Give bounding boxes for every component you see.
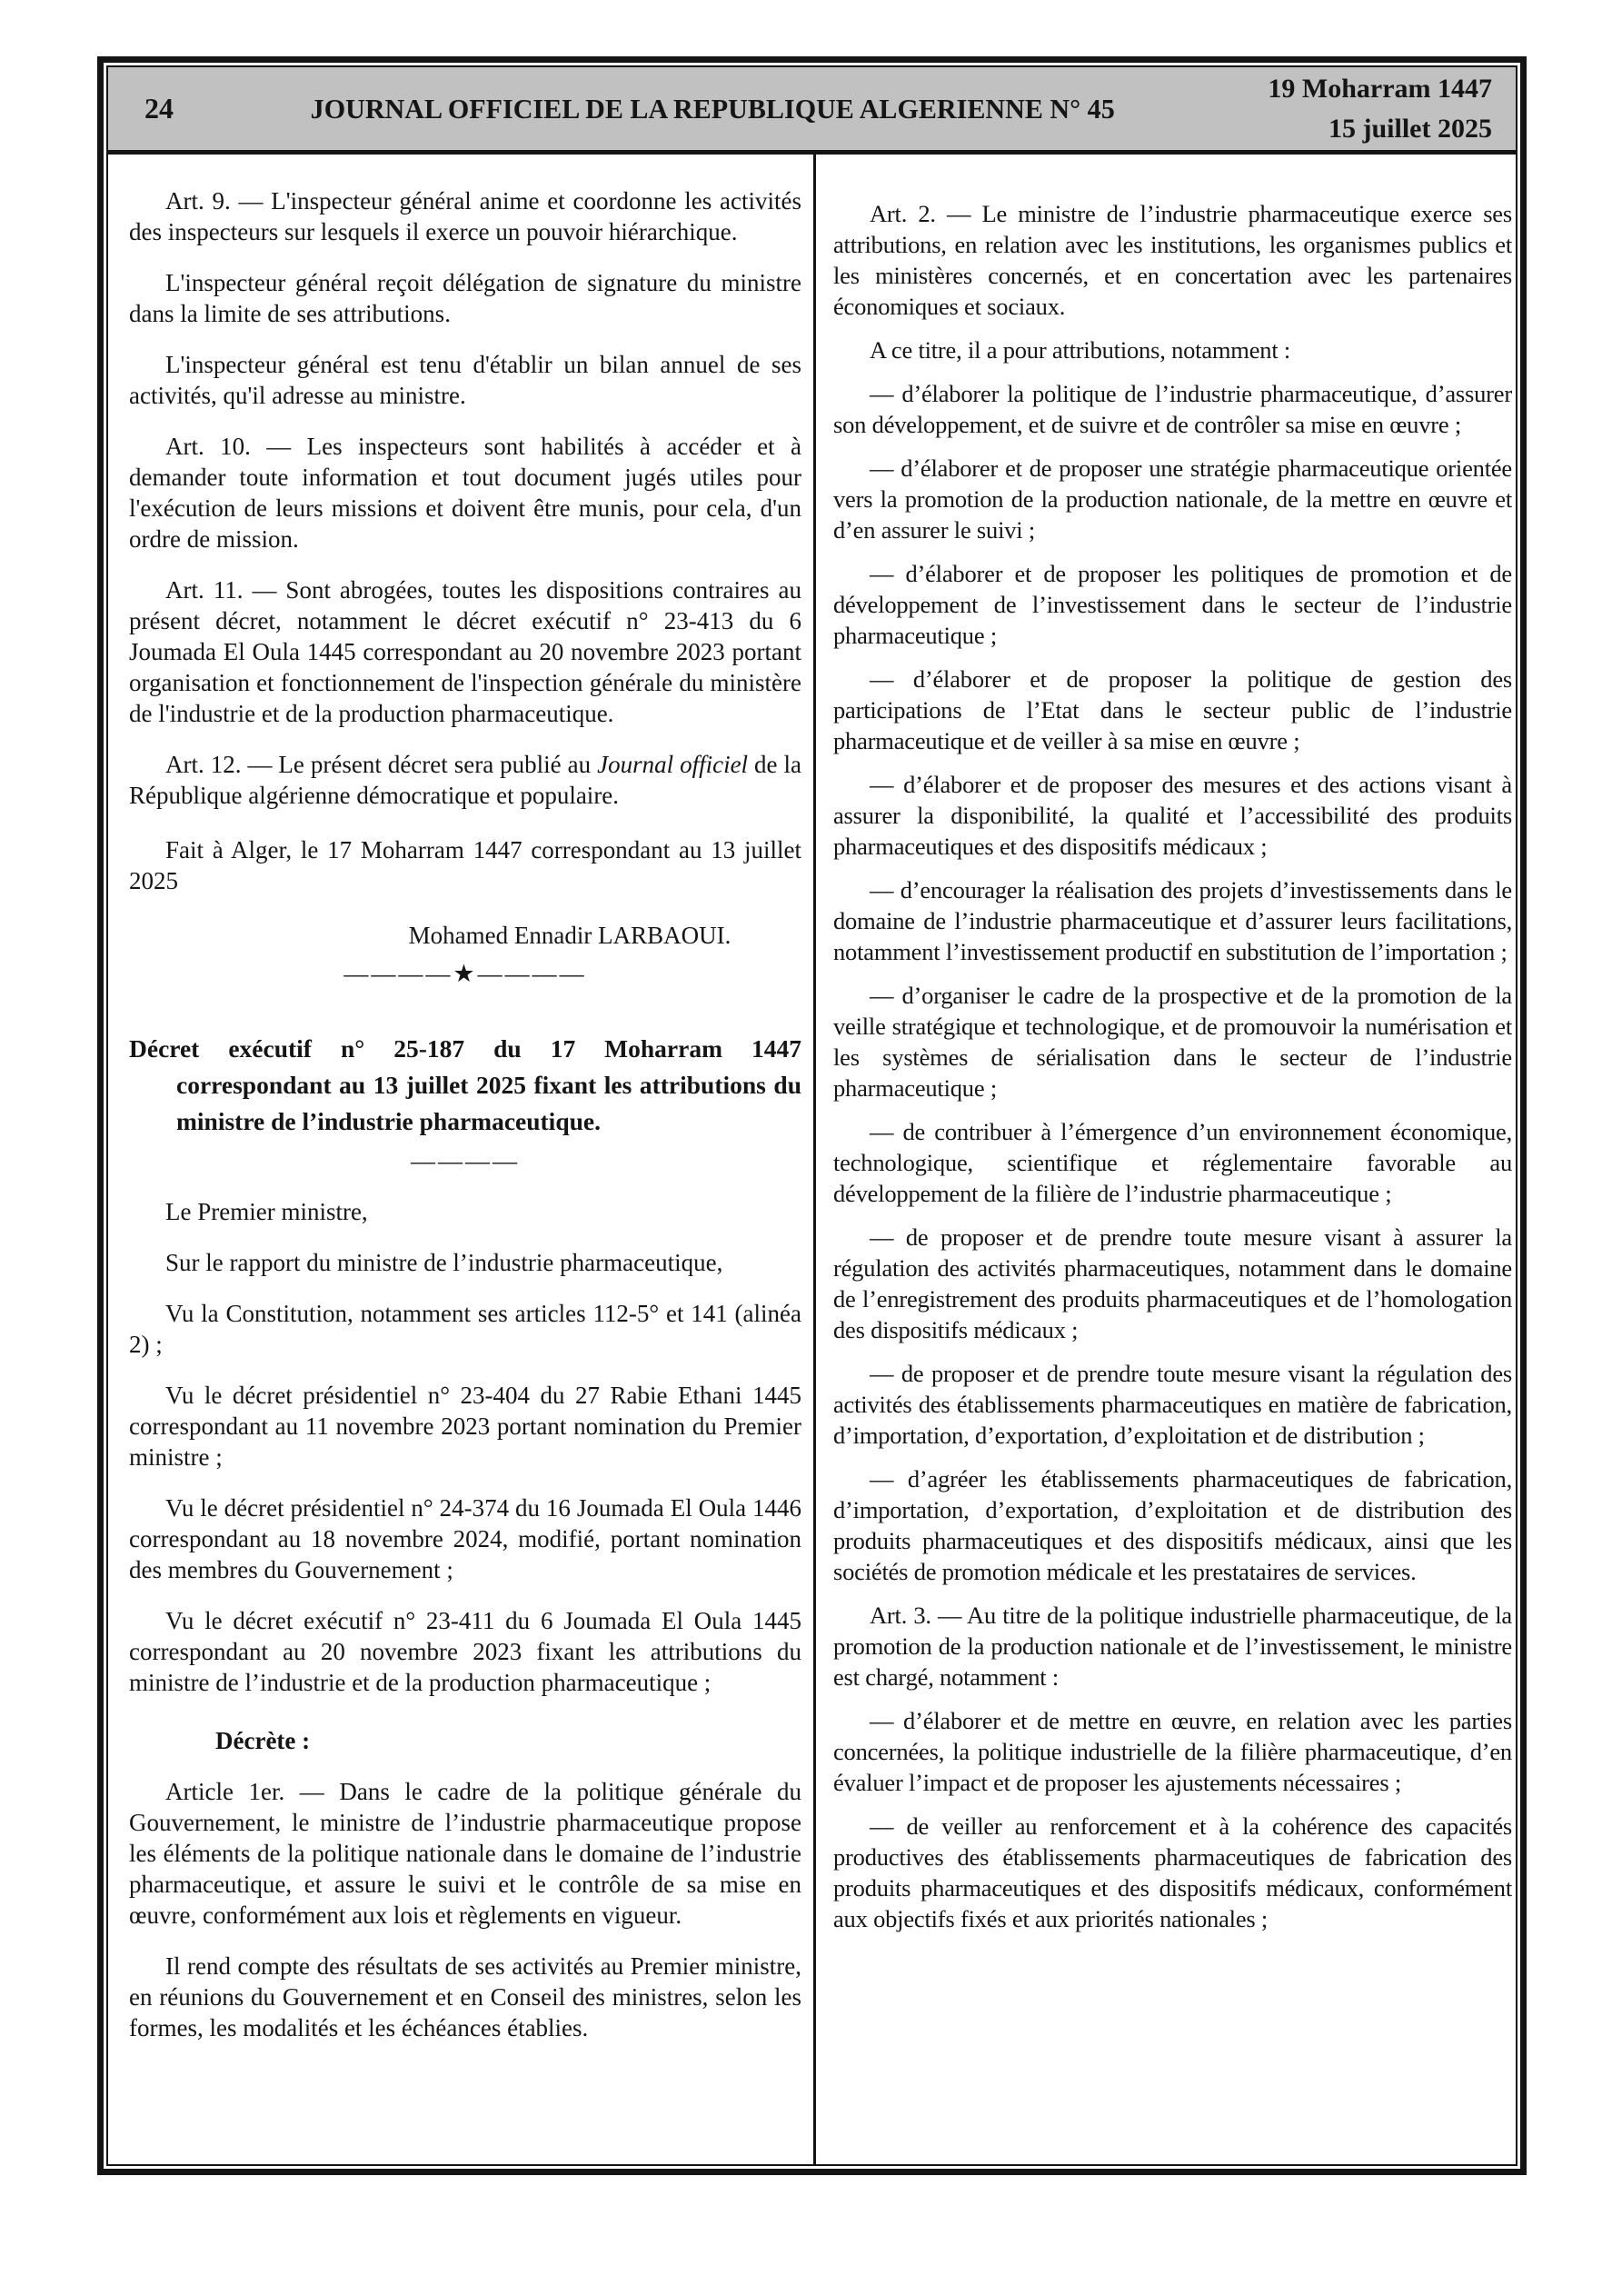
attribution-item: — d’élaborer et de proposer les politiques de promotion et de développement de l’investissement dans le secteur de l’industrie pharmaceutique ; — [833, 560, 1512, 649]
article-11-paragraph: Art. 11. — Sont abrogées, toutes les dispositions contraires au présent décret, notamment le décret exécutif n° 23-413 du 6 Joumada El Oula 1445 correspondant au 20 novembre 2023 portant organisation et fonctionnement de l'inspection générale du ministère de l'industrie et de la production pharmaceutique. — [129, 576, 801, 727]
journal-officiel-italic: Journal officiel — [597, 751, 749, 778]
attribution-item: — de proposer et de prendre toute mesure visant la régulation des activités des établissements pharmaceutiques en matière de fabrication, d’importation, d’exportation, d’exploitation et de distribution ; — [833, 1360, 1512, 1449]
article-9-paragraph-2: L'inspecteur général reçoit délégation de signature du ministre dans la limite de ses attributions. — [129, 269, 801, 327]
premier-ministre-line: Le Premier ministre, — [165, 1198, 368, 1225]
right-column — [833, 185, 1512, 2155]
attribution-item: — de veiller au renforcement et à la cohérence des capacités productives des établissements pharmaceutiques de fabrication des produits pharmaceutiques et des dispositifs médicaux, conformément aux objectifs fixés et aux priorités nationales ; — [833, 1812, 1512, 1932]
attribution-item: — d’élaborer et de proposer des mesures et des actions visant à assurer la disponibilité, la qualité et l’accessibilité des produits pharmaceutiques et des dispositifs médicaux ; — [833, 771, 1512, 860]
attribution-item: — d’élaborer et de proposer une stratégie pharmaceutique orientée vers la promotion de la production nationale, de la mettre en œuvre et d’en assurer le suivi ; — [833, 454, 1512, 544]
vu-decret-23-404: Vu le décret présidentiel n° 23-404 du 27 Rabie Ethani 1445 correspondant au 11 novembre 2023 portant nomination du Premier ministre ; — [129, 1382, 801, 1471]
article-1-paragraph: Article 1er. — Dans le cadre de la politique générale du Gouvernement, le ministre de l’industrie pharmaceutique propose les éléments de la politique nationale dans le domaine de l’industrie pharmaceutique, et assure le suivi et le contrôle de sa mise en œuvre, conformément aux lois et règlements en vigueur. — [129, 1778, 801, 1929]
article-2-intro: A ce titre, il a pour attributions, notamment : — [870, 336, 1291, 364]
attribution-item: — d’organiser le cadre de la prospective et de la promotion de la veille stratégique et technologique, et de promouvoir la numérisation et les systèmes de sérialisation dans le secteur de l’industrie pharmaceutique ; — [833, 982, 1512, 1102]
left-column — [129, 185, 801, 2155]
attribution-item: — d’élaborer la politique de l’industrie pharmaceutique, d’assurer son développement, et de suivre et de contrôler sa mise en œuvre ; — [833, 380, 1512, 438]
article-12-text: Art. 12. — Le présent décret sera publié au — [165, 751, 598, 778]
signature-place-date: Fait à Alger, le 17 Moharram 1447 correspondant au 13 juillet 2025 — [129, 836, 801, 894]
page-header — [108, 67, 1516, 155]
column-divider — [813, 155, 816, 2164]
decrete-heading: Décrète : — [215, 1727, 311, 1754]
article-12-paragraph — [129, 749, 801, 811]
article-12-text-end: de la République algérienne démocratique et populaire. — [129, 751, 801, 809]
vu-decret-24-374: Vu le décret présidentiel n° 24-374 du 16 Joumada El Oula 1446 correspondant au 18 novembre 2024, modifié, portant nomination des membres du Gouvernement ; — [129, 1494, 801, 1583]
signatory-name: Mohamed Ennadir LARBAOUI. — [408, 922, 731, 949]
attribution-item: — de proposer et de prendre toute mesure visant à assurer la régulation des activités pharmaceutiques, notamment dans le domaine de l’enregistrement des produits pharmaceutiques et de l’homologation des dispositifs médicaux ; — [833, 1223, 1512, 1343]
star-divider-icon: ————★———— — [343, 960, 587, 987]
attribution-item: — d’élaborer et de proposer la politique de gestion des participations de l’Etat dans le secteur public de l’industrie pharmaceutique et de veiller à sa mise en œuvre ; — [833, 665, 1512, 754]
hijri-date: 19 Moharram 1447 — [1268, 73, 1492, 104]
attribution-item: — de contribuer à l’émergence d’un environnement économique, technologique, scientifique et réglementaire favorable au développement de la filière de l’industrie pharmaceutique ; — [833, 1118, 1512, 1207]
article-9-paragraph: Art. 9. — L'inspecteur général anime et coordonne les activités des inspecteurs sur lesquels il exerce un pouvoir hiérarchique. — [129, 187, 801, 245]
article-3-paragraph: Art. 3. — Au titre de la politique industrielle pharmaceutique, de la promotion de la production nationale et de l’investissement, le ministre est chargé, notamment : — [833, 1602, 1512, 1691]
journal-title: JOURNAL OFFICIEL DE LA REPUBLIQUE ALGERIENNE N° 45 — [310, 92, 1115, 125]
dash-divider: ———— — [411, 1147, 520, 1174]
attribution-item: — d’agréer les établissements pharmaceutiques de fabrication, d’importation, d’exportation, d’exploitation et de distribution des produits pharmaceutiques et des dispositifs médicaux, ainsi que les sociétés de promotion médicale et les prestataires de services. — [833, 1465, 1512, 1585]
article-2-paragraph: Art. 2. — Le ministre de l’industrie pharmaceutique exerce ses attributions, en relation avec les institutions, les organismes publics et les ministères concernés, et en concertation avec les partenaires économiques et sociaux. — [833, 200, 1512, 320]
issue-dates — [1127, 69, 1516, 149]
page-number: 24 — [144, 92, 174, 125]
page-inner-frame — [106, 65, 1518, 2166]
attribution-item: — d’encourager la réalisation des projets d’investissements dans le domaine de l’industrie pharmaceutique et d’assurer leurs facilitations, notamment l’investissement productif en substitution de l’importation ; — [833, 876, 1512, 965]
article-1-paragraph-2: Il rend compte des résultats de ses activités au Premier ministre, en réunions du Gouvernement et en Conseil des ministres, selon les formes, les modalités et les échéances établies. — [129, 1952, 801, 2041]
article-9-paragraph-3: L'inspecteur général est tenu d'établir un bilan annuel de ses activités, qu'il adresse au ministre. — [129, 351, 801, 409]
rapport-line: Sur le rapport du ministre de l’industrie pharmaceutique, — [165, 1249, 723, 1276]
vu-decret-23-411: Vu le décret exécutif n° 23-411 du 6 Joumada El Oula 1445 correspondant au 20 novembre 2023 fixant les attributions du ministre de l’industrie et de la production pharmaceutique ; — [129, 1607, 801, 1696]
article-10-paragraph: Art. 10. — Les inspecteurs sont habilités à accéder et à demander toute information et tout document jugés utiles pour l'exécution de leurs missions et doivent être munis, pour cela, d'un ordre de mission. — [129, 433, 801, 553]
page-border-frame — [97, 56, 1527, 2175]
gregorian-date: 15 juillet 2025 — [1328, 113, 1492, 144]
decree-heading: Décret exécutif n° 25-187 du 17 Moharram 1447 correspondant au 13 juillet 2025 fixant les attributions du ministre de l’industrie pharmaceutique. — [129, 1034, 801, 1135]
attribution-item: — d’élaborer et de mettre en œuvre, en relation avec les parties concernées, la politique industrielle de la filière pharmaceutique, d’en évaluer l’impact et de proposer les ajustements nécessaires ; — [833, 1707, 1512, 1796]
vu-constitution: Vu la Constitution, notamment ses articles 112-5° et 141 (alinéa 2) ; — [129, 1300, 801, 1358]
